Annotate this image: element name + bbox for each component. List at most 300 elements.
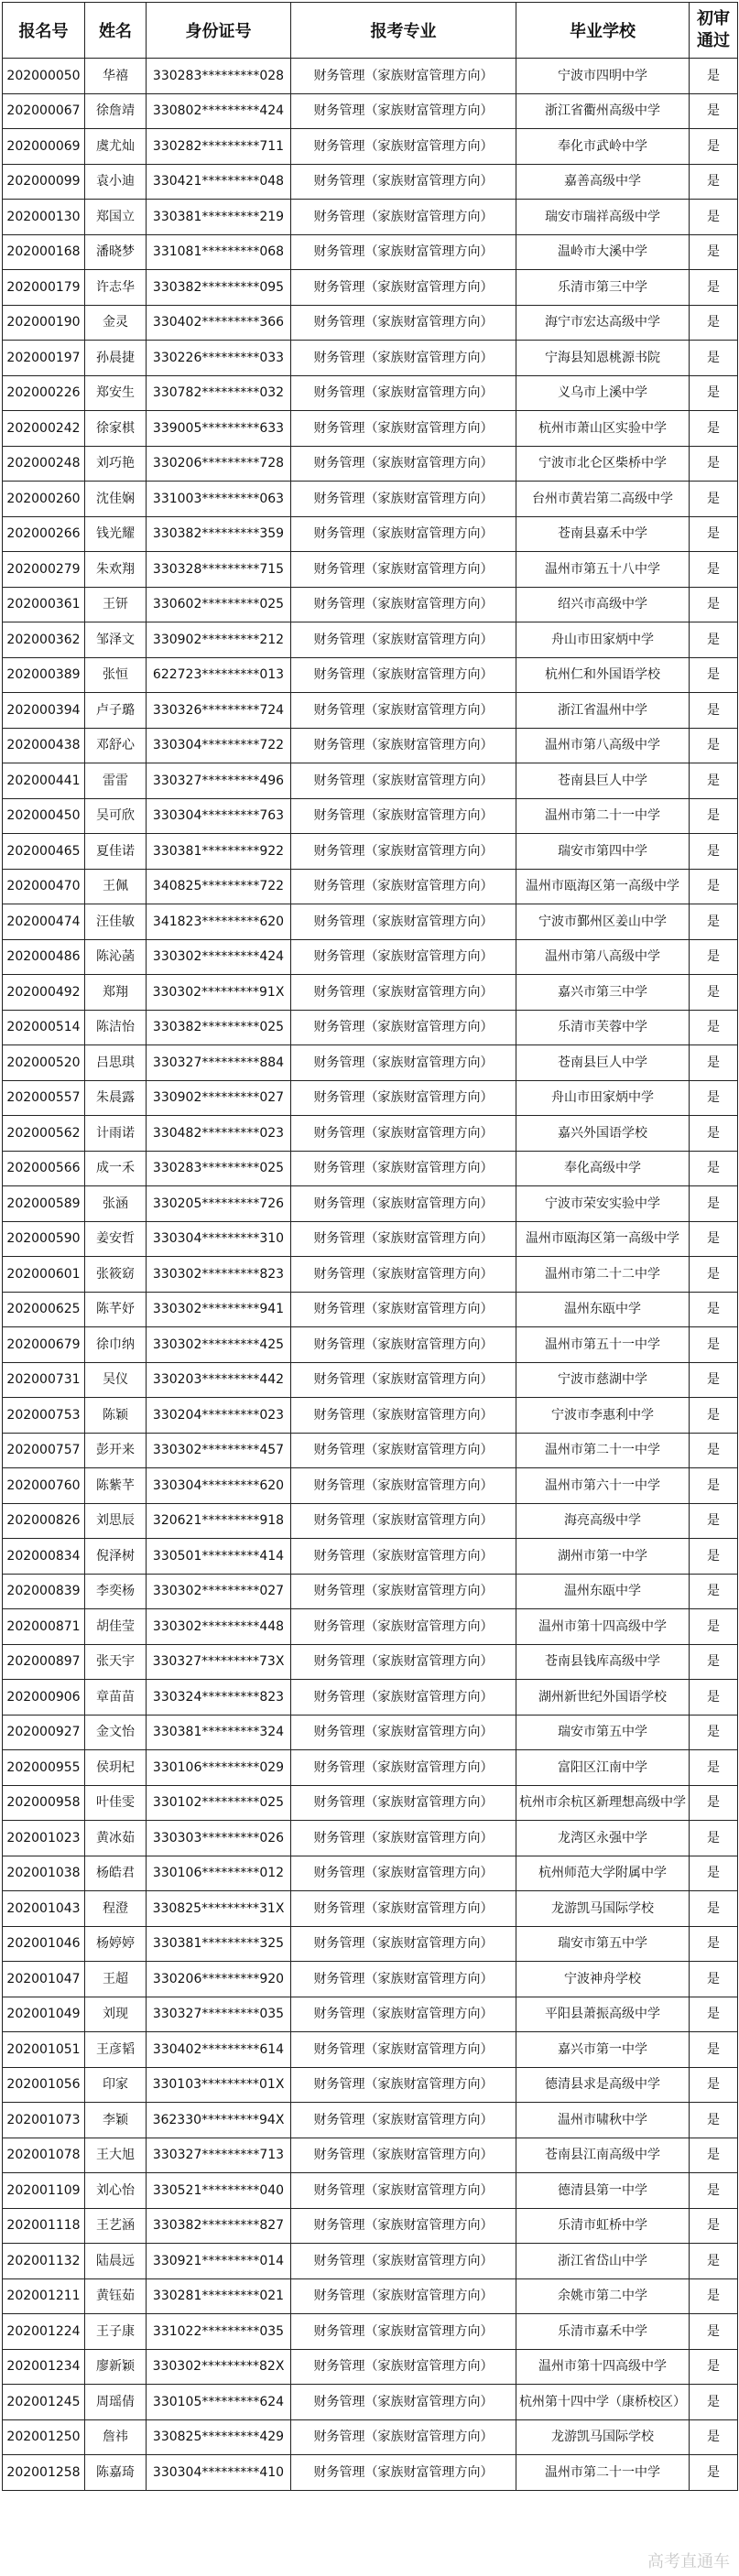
cell-school: 温州市瓯海区第一高级中学 — [516, 1221, 690, 1257]
cell-passed: 是 — [690, 2278, 738, 2314]
cell-registration-no: 202001224 — [3, 2314, 85, 2350]
cell-major: 财务管理（家族财富管理方向） — [291, 234, 516, 270]
cell-registration-no: 202000242 — [3, 411, 85, 447]
cell-school: 宁波市四明中学 — [516, 59, 690, 94]
cell-id-number: 330324*********823 — [147, 1680, 291, 1716]
cell-passed: 是 — [690, 375, 738, 411]
cell-school: 宁波神舟学校 — [516, 1962, 690, 1997]
cell-id-number: 330521*********040 — [147, 2173, 291, 2209]
cell-registration-no: 202000589 — [3, 1186, 85, 1222]
table-row — [3, 446, 738, 482]
cell-id-number: 330304*********763 — [147, 798, 291, 834]
table-row — [3, 1080, 738, 1116]
cell-school: 温州市第五十一中学 — [516, 1327, 690, 1363]
cell-school: 瑞安市第四中学 — [516, 834, 690, 870]
cell-school: 温州市第八高级中学 — [516, 728, 690, 763]
cell-passed: 是 — [690, 728, 738, 763]
cell-id-number: 330206*********920 — [147, 1962, 291, 1997]
cell-major: 财务管理（家族财富管理方向） — [291, 1856, 516, 1891]
cell-name: 徐家棋 — [85, 411, 147, 447]
table-row — [3, 1468, 738, 1504]
cell-id-number: 330402*********366 — [147, 305, 291, 341]
cell-school: 苍南县巨人中学 — [516, 763, 690, 799]
cell-major: 财务管理（家族财富管理方向） — [291, 2208, 516, 2244]
table-row — [3, 1398, 738, 1434]
cell-registration-no: 202000601 — [3, 1257, 85, 1293]
cell-registration-no: 202000625 — [3, 1292, 85, 1327]
cell-name: 金文怡 — [85, 1715, 147, 1750]
cell-name: 雷雷 — [85, 763, 147, 799]
cell-name: 吴可欣 — [85, 798, 147, 834]
cell-registration-no: 202000955 — [3, 1750, 85, 1786]
cell-passed: 是 — [690, 2138, 738, 2173]
cell-registration-no: 202000361 — [3, 587, 85, 622]
cell-passed: 是 — [690, 1398, 738, 1434]
cell-name: 王佩 — [85, 869, 147, 904]
cell-school: 杭州仁和外国语学校 — [516, 657, 690, 693]
table-row — [3, 657, 738, 693]
cell-name: 卢子璐 — [85, 693, 147, 729]
cell-registration-no: 202000834 — [3, 1539, 85, 1575]
cell-name: 倪泽树 — [85, 1539, 147, 1575]
cell-major: 财务管理（家族财富管理方向） — [291, 2278, 516, 2314]
cell-passed: 是 — [690, 341, 738, 376]
cell-major: 财务管理（家族财富管理方向） — [291, 1503, 516, 1539]
cell-passed: 是 — [690, 2419, 738, 2455]
cell-name: 成一禾 — [85, 1151, 147, 1186]
cell-id-number: 330302*********457 — [147, 1433, 291, 1468]
header-major: 报考专业 — [291, 3, 516, 59]
cell-passed: 是 — [690, 1221, 738, 1257]
cell-school: 浙江省衢州高级中学 — [516, 93, 690, 129]
cell-id-number: 330902*********212 — [147, 622, 291, 658]
cell-registration-no: 202000566 — [3, 1151, 85, 1186]
table-row — [3, 904, 738, 940]
cell-major: 财务管理（家族财富管理方向） — [291, 904, 516, 940]
cell-name: 彭开来 — [85, 1433, 147, 1468]
cell-passed: 是 — [690, 939, 738, 975]
cell-name: 叶佳雯 — [85, 1785, 147, 1821]
cell-name: 姜安哲 — [85, 1221, 147, 1257]
header-passed: 初审通过 — [690, 3, 738, 59]
cell-school: 嘉善高级中学 — [516, 164, 690, 200]
cell-passed: 是 — [690, 1116, 738, 1152]
cell-school: 奉化高级中学 — [516, 1151, 690, 1186]
cell-name: 王子康 — [85, 2314, 147, 2350]
cell-school: 海宁市宏达高级中学 — [516, 305, 690, 341]
header-registration-no: 报名号 — [3, 3, 85, 59]
cell-registration-no: 202000168 — [3, 234, 85, 270]
cell-id-number: 330203*********442 — [147, 1362, 291, 1398]
cell-major: 财务管理（家族财富管理方向） — [291, 587, 516, 622]
cell-passed: 是 — [690, 2385, 738, 2420]
cell-registration-no: 202000130 — [3, 200, 85, 235]
cell-major: 财务管理（家族财富管理方向） — [291, 1997, 516, 2032]
cell-school: 乐清市芙蓉中学 — [516, 1010, 690, 1045]
cell-registration-no: 202000248 — [3, 446, 85, 482]
cell-major: 财务管理（家族财富管理方向） — [291, 516, 516, 552]
cell-registration-no: 202000906 — [3, 1680, 85, 1716]
table-row — [3, 164, 738, 200]
cell-passed: 是 — [690, 200, 738, 235]
table-row — [3, 939, 738, 975]
cell-id-number: 331022*********035 — [147, 2314, 291, 2350]
table-row — [3, 341, 738, 376]
cell-name: 刘思辰 — [85, 1503, 147, 1539]
cell-passed: 是 — [690, 2349, 738, 2385]
watermark: 高考直通车 — [647, 2552, 730, 2571]
table-row — [3, 975, 738, 1011]
cell-registration-no: 202000826 — [3, 1503, 85, 1539]
cell-registration-no: 202001046 — [3, 1926, 85, 1962]
cell-registration-no: 202001234 — [3, 2349, 85, 2385]
cell-school: 温岭市大溪中学 — [516, 234, 690, 270]
cell-name: 汪佳敏 — [85, 904, 147, 940]
cell-name: 陈洁怡 — [85, 1010, 147, 1045]
cell-registration-no: 202000474 — [3, 904, 85, 940]
cell-registration-no: 202001245 — [3, 2385, 85, 2420]
cell-id-number: 330327*********73X — [147, 1644, 291, 1680]
cell-passed: 是 — [690, 904, 738, 940]
cell-passed: 是 — [690, 270, 738, 306]
cell-registration-no: 202000731 — [3, 1362, 85, 1398]
cell-registration-no: 202000394 — [3, 693, 85, 729]
cell-passed: 是 — [690, 587, 738, 622]
cell-school: 富阳区江南中学 — [516, 1750, 690, 1786]
cell-name: 邓舒心 — [85, 728, 147, 763]
cell-passed: 是 — [690, 1468, 738, 1504]
cell-registration-no: 202001056 — [3, 2067, 85, 2103]
cell-school: 杭州市萧山区实验中学 — [516, 411, 690, 447]
cell-id-number: 330302*********027 — [147, 1574, 291, 1609]
cell-registration-no: 202001118 — [3, 2208, 85, 2244]
cell-major: 财务管理（家族财富管理方向） — [291, 1151, 516, 1186]
cell-school: 德清县第一中学 — [516, 2173, 690, 2209]
cell-registration-no: 202000050 — [3, 59, 85, 94]
cell-major: 财务管理（家族财富管理方向） — [291, 1257, 516, 1293]
cell-school: 温州市第五十八中学 — [516, 552, 690, 588]
cell-school: 乐清市嘉禾中学 — [516, 2314, 690, 2350]
cell-name: 袁小迪 — [85, 164, 147, 200]
cell-id-number: 330327*********884 — [147, 1045, 291, 1081]
cell-passed: 是 — [690, 2103, 738, 2138]
cell-registration-no: 202000441 — [3, 763, 85, 799]
cell-major: 财务管理（家族财富管理方向） — [291, 446, 516, 482]
cell-major: 财务管理（家族财富管理方向） — [291, 2419, 516, 2455]
cell-passed: 是 — [690, 1997, 738, 2032]
table-row — [3, 1503, 738, 1539]
cell-name: 刘心怡 — [85, 2173, 147, 2209]
cell-name: 徐巾纳 — [85, 1327, 147, 1363]
table-row — [3, 482, 738, 517]
cell-school: 宁波市李惠利中学 — [516, 1398, 690, 1434]
table-row — [3, 834, 738, 870]
cell-name: 陈芊妤 — [85, 1292, 147, 1327]
cell-name: 廖新颖 — [85, 2349, 147, 2385]
cell-major: 财务管理（家族财富管理方向） — [291, 1891, 516, 1927]
table-row — [3, 200, 738, 235]
cell-school: 杭州市余杭区新理想高级中学 — [516, 1785, 690, 1821]
cell-passed: 是 — [690, 59, 738, 94]
cell-name: 王超 — [85, 1962, 147, 1997]
cell-passed: 是 — [690, 1080, 738, 1116]
cell-passed: 是 — [690, 552, 738, 588]
cell-school: 嘉兴外国语学校 — [516, 1116, 690, 1152]
cell-id-number: 339005*********633 — [147, 411, 291, 447]
cell-school: 嘉兴市第三中学 — [516, 975, 690, 1011]
cell-id-number: 330327*********713 — [147, 2138, 291, 2173]
cell-school: 义乌市上溪中学 — [516, 375, 690, 411]
cell-id-number: 330327*********496 — [147, 763, 291, 799]
cell-id-number: 362330*********94X — [147, 2103, 291, 2138]
cell-id-number: 330302*********823 — [147, 1257, 291, 1293]
cell-name: 夏佳诺 — [85, 834, 147, 870]
cell-school: 海亮高级中学 — [516, 1503, 690, 1539]
cell-passed: 是 — [690, 1574, 738, 1609]
cell-major: 财务管理（家族财富管理方向） — [291, 482, 516, 517]
cell-major: 财务管理（家族财富管理方向） — [291, 2103, 516, 2138]
cell-major: 财务管理（家族财富管理方向） — [291, 1785, 516, 1821]
cell-major: 财务管理（家族财富管理方向） — [291, 2032, 516, 2068]
table-row — [3, 2278, 738, 2314]
cell-id-number: 330921*********014 — [147, 2244, 291, 2279]
cell-passed: 是 — [690, 869, 738, 904]
cell-id-number: 330382*********359 — [147, 516, 291, 552]
table-row — [3, 1891, 738, 1927]
cell-registration-no: 202001073 — [3, 2103, 85, 2138]
table-row — [3, 2032, 738, 2068]
cell-id-number: 330106*********012 — [147, 1856, 291, 1891]
cell-id-number: 330204*********023 — [147, 1398, 291, 1434]
table-row — [3, 411, 738, 447]
cell-major: 财务管理（家族财富管理方向） — [291, 1045, 516, 1081]
cell-id-number: 330304*********620 — [147, 1468, 291, 1504]
cell-registration-no: 202000197 — [3, 341, 85, 376]
table-row — [3, 2349, 738, 2385]
table-row — [3, 1221, 738, 1257]
table-row — [3, 798, 738, 834]
cell-registration-no: 202000099 — [3, 164, 85, 200]
cell-passed: 是 — [690, 93, 738, 129]
cell-major: 财务管理（家族财富管理方向） — [291, 1539, 516, 1575]
cell-registration-no: 202001258 — [3, 2455, 85, 2491]
cell-major: 财务管理（家族财富管理方向） — [291, 1750, 516, 1786]
cell-passed: 是 — [690, 2032, 738, 2068]
cell-id-number: 320621*********918 — [147, 1503, 291, 1539]
cell-major: 财务管理（家族财富管理方向） — [291, 1821, 516, 1856]
cell-registration-no: 202001250 — [3, 2419, 85, 2455]
cell-passed: 是 — [690, 622, 738, 658]
cell-major: 财务管理（家族财富管理方向） — [291, 341, 516, 376]
cell-passed: 是 — [690, 1785, 738, 1821]
cell-registration-no: 202001049 — [3, 1997, 85, 2032]
table-row — [3, 2455, 738, 2491]
cell-registration-no: 202000871 — [3, 1609, 85, 1645]
table-row — [3, 1609, 738, 1645]
cell-id-number: 330381*********219 — [147, 200, 291, 235]
cell-id-number: 330421*********048 — [147, 164, 291, 200]
cell-school: 宁海县知恩桃源书院 — [516, 341, 690, 376]
cell-id-number: 330302*********82X — [147, 2349, 291, 2385]
table-row — [3, 305, 738, 341]
cell-school: 温州市第二十二中学 — [516, 1257, 690, 1293]
table-row — [3, 1997, 738, 2032]
cell-school: 温州市第八高级中学 — [516, 939, 690, 975]
cell-id-number: 330281*********021 — [147, 2278, 291, 2314]
cell-school: 杭州第十四中学（康桥校区） — [516, 2385, 690, 2420]
cell-major: 财务管理（家族财富管理方向） — [291, 798, 516, 834]
cell-id-number: 330102*********025 — [147, 1785, 291, 1821]
cell-name: 张天宇 — [85, 1644, 147, 1680]
cell-major: 财务管理（家族财富管理方向） — [291, 1292, 516, 1327]
cell-id-number: 330381*********922 — [147, 834, 291, 870]
cell-registration-no: 202000897 — [3, 1644, 85, 1680]
cell-school: 德清县求是高级中学 — [516, 2067, 690, 2103]
cell-passed: 是 — [690, 1151, 738, 1186]
cell-id-number: 330382*********827 — [147, 2208, 291, 2244]
cell-major: 财务管理（家族财富管理方向） — [291, 93, 516, 129]
cell-school: 温州市第二十一中学 — [516, 798, 690, 834]
table-row — [3, 1926, 738, 1962]
cell-registration-no: 202000069 — [3, 129, 85, 165]
cell-registration-no: 202001109 — [3, 2173, 85, 2209]
cell-id-number: 330302*********91X — [147, 975, 291, 1011]
cell-id-number: 330501*********414 — [147, 1539, 291, 1575]
cell-school: 浙江省岱山中学 — [516, 2244, 690, 2279]
table-row — [3, 693, 738, 729]
cell-major: 财务管理（家族财富管理方向） — [291, 1186, 516, 1222]
cell-name: 陈紫芊 — [85, 1468, 147, 1504]
cell-registration-no: 202000839 — [3, 1574, 85, 1609]
cell-major: 财务管理（家族财富管理方向） — [291, 1362, 516, 1398]
cell-name: 朱晨露 — [85, 1080, 147, 1116]
cell-registration-no: 202000226 — [3, 375, 85, 411]
table-row — [3, 1821, 738, 1856]
cell-name: 潘晓梦 — [85, 234, 147, 270]
cell-passed: 是 — [690, 1503, 738, 1539]
table-row — [3, 2067, 738, 2103]
cell-registration-no: 202000179 — [3, 270, 85, 306]
cell-passed: 是 — [690, 1715, 738, 1750]
table-row — [3, 1292, 738, 1327]
cell-major: 财务管理（家族财富管理方向） — [291, 1433, 516, 1468]
cell-name: 王彦韬 — [85, 2032, 147, 2068]
cell-name: 刘巧艳 — [85, 446, 147, 482]
cell-id-number: 330402*********614 — [147, 2032, 291, 2068]
cell-registration-no: 202000389 — [3, 657, 85, 693]
cell-school: 平阳县萧振高级中学 — [516, 1997, 690, 2032]
cell-id-number: 330282*********711 — [147, 129, 291, 165]
cell-major: 财务管理（家族财富管理方向） — [291, 1116, 516, 1152]
cell-major: 财务管理（家族财富管理方向） — [291, 1574, 516, 1609]
cell-major: 财务管理（家族财富管理方向） — [291, 2067, 516, 2103]
cell-school: 龙游凯马国际学校 — [516, 2419, 690, 2455]
cell-id-number: 341823*********620 — [147, 904, 291, 940]
cell-name: 计雨诺 — [85, 1116, 147, 1152]
cell-id-number: 330782*********032 — [147, 375, 291, 411]
table-row — [3, 1433, 738, 1468]
cell-registration-no: 202001078 — [3, 2138, 85, 2173]
cell-school: 龙游凯马国际学校 — [516, 1891, 690, 1927]
cell-school: 宁波市荣安实验中学 — [516, 1186, 690, 1222]
table-row — [3, 2419, 738, 2455]
cell-passed: 是 — [690, 763, 738, 799]
table-row — [3, 2385, 738, 2420]
cell-passed: 是 — [690, 1750, 738, 1786]
cell-registration-no: 202000679 — [3, 1327, 85, 1363]
cell-major: 财务管理（家族财富管理方向） — [291, 59, 516, 94]
cell-name: 徐詹靖 — [85, 93, 147, 129]
cell-registration-no: 202001047 — [3, 1962, 85, 1997]
cell-school: 台州市黄岩第二高级中学 — [516, 482, 690, 517]
cell-school: 乐清市第三中学 — [516, 270, 690, 306]
cell-registration-no: 202000470 — [3, 869, 85, 904]
cell-major: 财务管理（家族财富管理方向） — [291, 1398, 516, 1434]
candidate-roster-table — [2, 2, 738, 2491]
cell-school: 温州市第六十一中学 — [516, 1468, 690, 1504]
cell-passed: 是 — [690, 1962, 738, 1997]
cell-registration-no: 202000067 — [3, 93, 85, 129]
cell-passed: 是 — [690, 516, 738, 552]
cell-major: 财务管理（家族财富管理方向） — [291, 1609, 516, 1645]
cell-major: 财务管理（家族财富管理方向） — [291, 2314, 516, 2350]
table-row — [3, 1327, 738, 1363]
cell-major: 财务管理（家族财富管理方向） — [291, 657, 516, 693]
table-row — [3, 1116, 738, 1152]
table-row — [3, 59, 738, 94]
cell-id-number: 330304*********722 — [147, 728, 291, 763]
table-row — [3, 1856, 738, 1891]
table-row — [3, 1785, 738, 1821]
cell-registration-no: 202001132 — [3, 2244, 85, 2279]
cell-id-number: 330825*********429 — [147, 2419, 291, 2455]
cell-registration-no: 202000450 — [3, 798, 85, 834]
table-body — [3, 59, 738, 2491]
cell-name: 虞尤灿 — [85, 129, 147, 165]
cell-id-number: 330381*********324 — [147, 1715, 291, 1750]
cell-passed: 是 — [690, 975, 738, 1011]
header-school: 毕业学校 — [516, 3, 690, 59]
cell-passed: 是 — [690, 305, 738, 341]
header-row — [3, 3, 738, 59]
cell-passed: 是 — [690, 2173, 738, 2209]
cell-school: 舟山市田家炳中学 — [516, 1080, 690, 1116]
cell-major: 财务管理（家族财富管理方向） — [291, 1680, 516, 1716]
table-row — [3, 622, 738, 658]
cell-major: 财务管理（家族财富管理方向） — [291, 1327, 516, 1363]
table-row — [3, 2314, 738, 2350]
table-row — [3, 1045, 738, 1081]
cell-registration-no: 202000514 — [3, 1010, 85, 1045]
cell-registration-no: 202000757 — [3, 1433, 85, 1468]
cell-registration-no: 202000465 — [3, 834, 85, 870]
cell-name: 朱欢翔 — [85, 552, 147, 588]
table-header — [3, 3, 738, 59]
cell-major: 财务管理（家族财富管理方向） — [291, 270, 516, 306]
cell-id-number: 330381*********325 — [147, 1926, 291, 1962]
cell-school: 温州市瓯海区第一高级中学 — [516, 869, 690, 904]
cell-passed: 是 — [690, 1680, 738, 1716]
cell-registration-no: 202000260 — [3, 482, 85, 517]
cell-name: 郑安生 — [85, 375, 147, 411]
table-row — [3, 728, 738, 763]
cell-name: 吕思琪 — [85, 1045, 147, 1081]
cell-school: 瑞安市第五中学 — [516, 1715, 690, 1750]
cell-id-number: 340825*********722 — [147, 869, 291, 904]
cell-id-number: 330106*********029 — [147, 1750, 291, 1786]
cell-major: 财务管理（家族财富管理方向） — [291, 728, 516, 763]
cell-passed: 是 — [690, 834, 738, 870]
